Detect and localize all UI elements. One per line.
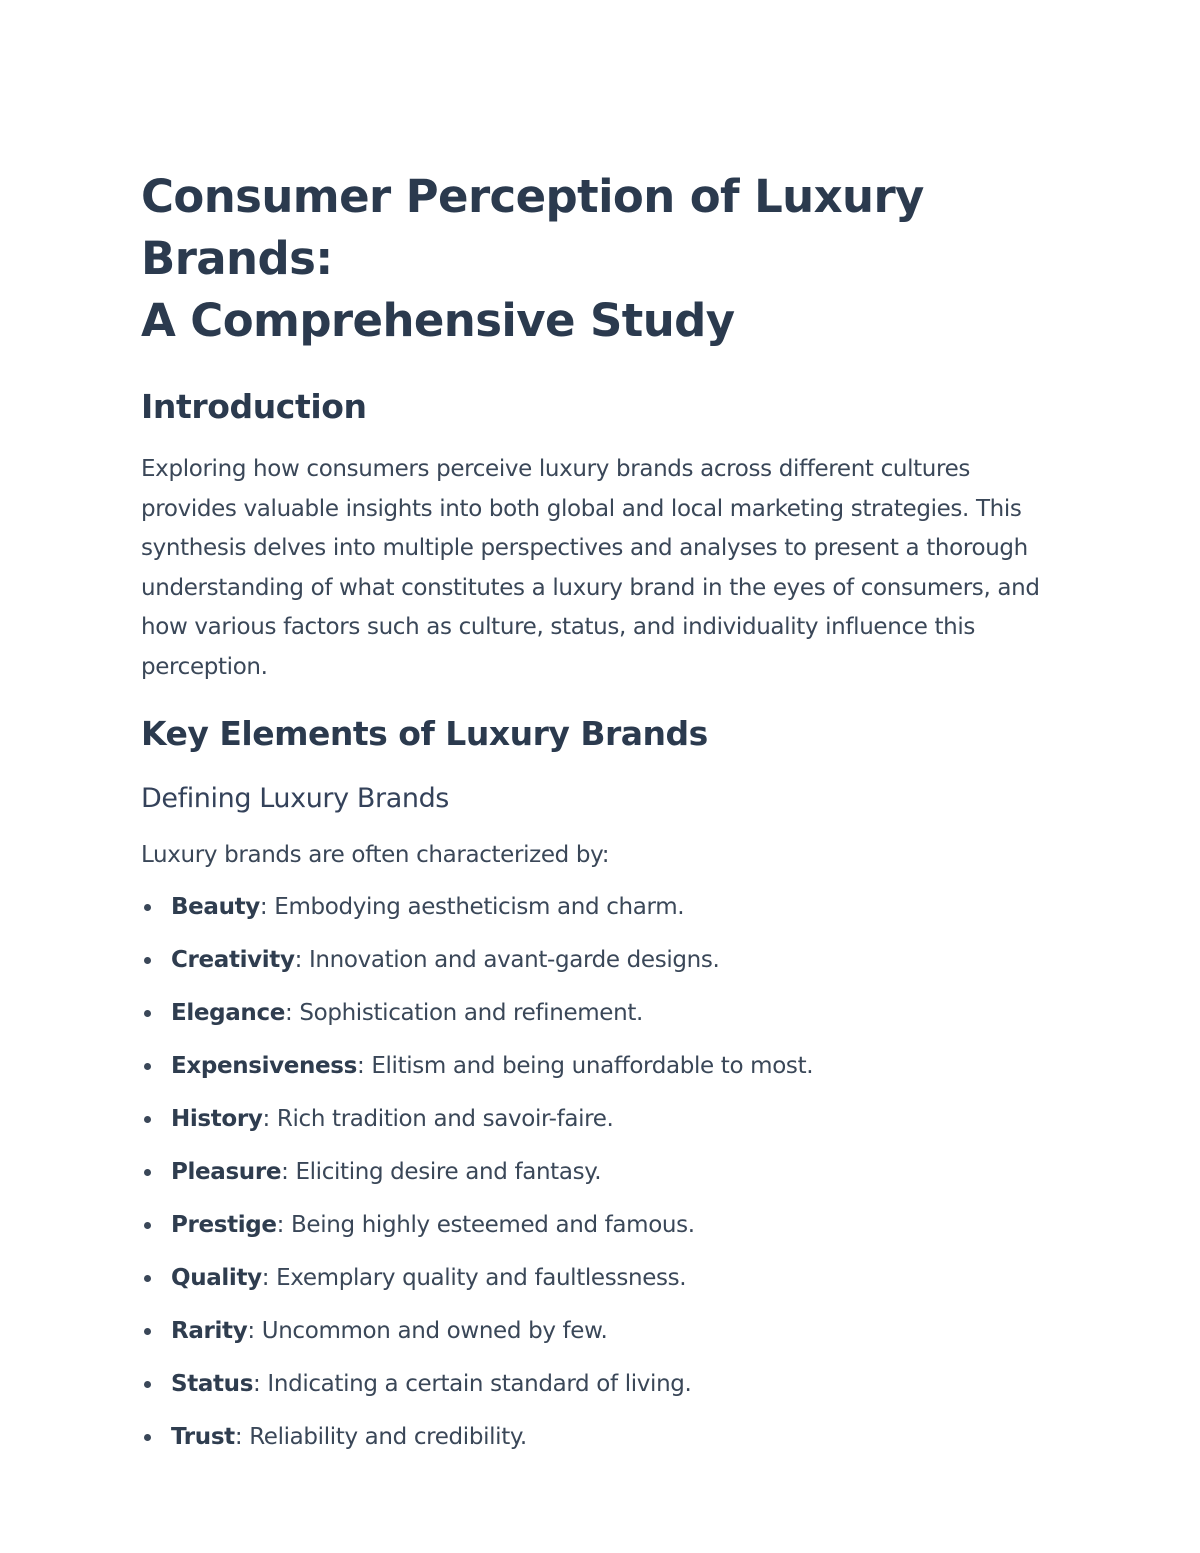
introduction-heading: Introduction — [141, 387, 367, 426]
defining-luxury-heading: Defining Luxury Brands — [141, 783, 449, 814]
bullet-icon — [144, 1169, 151, 1176]
list-item — [141, 997, 1071, 1029]
item-description: : Uncommon and owned by few. — [247, 1318, 608, 1344]
item-term: Status — [171, 1371, 254, 1397]
characteristics-list — [141, 891, 1071, 1453]
item-term: History — [171, 1106, 263, 1132]
item-description: : Elitism and being unaffordable to most. — [356, 1053, 814, 1079]
key-elements-heading: Key Elements of Luxury Brands — [141, 714, 708, 753]
item-description: : Exemplary quality and faultlessness. — [261, 1265, 687, 1291]
list-item — [141, 1368, 1071, 1400]
list-item — [141, 1262, 1071, 1294]
item-term: Trust — [171, 1424, 235, 1450]
document-title-line-1: Consumer Perception of Luxury Brands: — [141, 170, 924, 285]
item-description: : Rich tradition and savoir-faire. — [262, 1106, 614, 1132]
item-term: Prestige — [171, 1212, 277, 1238]
item-description: : Embodying aestheticism and charm. — [259, 894, 685, 920]
item-description: : Sophistication and refinement. — [285, 1000, 643, 1026]
bullet-icon — [144, 1328, 151, 1335]
item-term: Elegance — [171, 1000, 285, 1026]
list-item — [141, 944, 1071, 976]
list-item — [141, 1103, 1071, 1135]
list-item — [141, 1209, 1071, 1241]
item-description: : Innovation and avant-garde designs. — [294, 947, 720, 973]
document-title — [141, 166, 1071, 352]
bullet-icon — [144, 1063, 151, 1070]
item-term: Quality — [171, 1265, 262, 1291]
item-term: Pleasure — [171, 1159, 282, 1185]
item-term: Expensiveness — [171, 1053, 357, 1079]
document-title-line-2: A Comprehensive Study — [141, 294, 735, 347]
list-item — [141, 1315, 1071, 1347]
item-description: : Eliciting desire and fantasy. — [281, 1159, 602, 1185]
bullet-icon — [144, 1222, 151, 1229]
list-item — [141, 1156, 1071, 1188]
bullet-icon — [144, 904, 151, 911]
bullet-icon — [144, 957, 151, 964]
list-item — [141, 1421, 1071, 1453]
list-item — [141, 1050, 1071, 1082]
list-item — [141, 891, 1071, 923]
bullet-icon — [144, 1010, 151, 1017]
item-description: : Reliability and credibility. — [234, 1424, 527, 1450]
bullet-icon — [144, 1434, 151, 1441]
document-page — [141, 166, 1071, 1474]
item-term: Beauty — [171, 894, 260, 920]
item-description: : Indicating a certain standard of living. — [253, 1371, 692, 1397]
bullet-icon — [144, 1116, 151, 1123]
characteristics-lead: Luxury brands are often characterized by: — [141, 842, 610, 868]
item-description: : Being highly esteemed and famous. — [276, 1212, 695, 1238]
bullet-icon — [144, 1275, 151, 1282]
item-term: Creativity — [171, 947, 295, 973]
item-term: Rarity — [171, 1318, 248, 1344]
introduction-paragraph: Exploring how consumers perceive luxury brands across different cultures provides valuable insights into both global and local marketing strategies. This synthesis delves into multiple perspectives and analyses to present a thorough understanding of what constitutes a luxury brand in the eyes of consumers, and how various factors such as culture, status, and individuality influence this perception. — [141, 456, 1040, 680]
bullet-icon — [144, 1381, 151, 1388]
